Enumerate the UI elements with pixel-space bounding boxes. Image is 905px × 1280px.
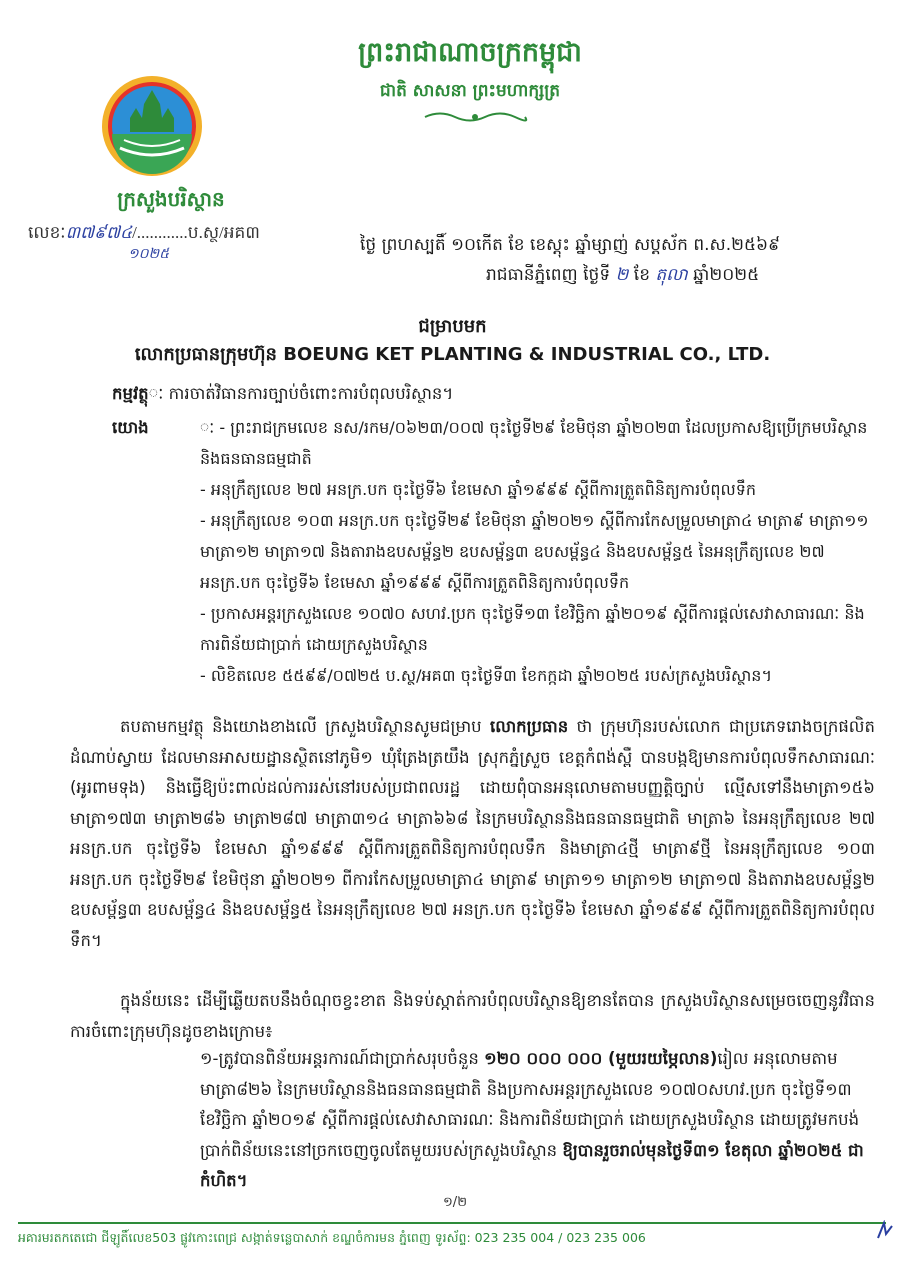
addressee: [60, 342, 845, 369]
p1-text-after: ថា ក្រុមហ៊ុនរបស់លោក ជាប្រភេទរោងចក្រផលិតដំណាប់ស្វាយ ដែលមានអាសយដ្ឋានស្ថិតនៅភូមិ១ ឃុំត្រែងត្រយឹង ស្រុកភ្នំស្រួច ខេត្តកំពង់ស្ពឺ បានបង្កឱ្យមានការបំពុលទឹកសាធារណៈ (អូរពាមទុង) និងធ្វើឱ្យប៉ះពាល់ដល់ការរស់នៅរបស់ប្រជាពលរដ្ឋ ដោយពុំបានអនុលោមតាមបញ្ញត្តិច្បាប់ ល្មើសទៅនឹងមាត្រា១៥៦ មាត្រា១៧៣ មាត្រា២៨៦ មាត្រា២៨៧ មាត្រា៣១៤ មាត្រា៦៦៨ នៃក្រមបរិស្ថាននិងធនធានធម្មជាតិ មាត្រា៦ នៃអនុក្រឹត្យលេខ ២៧ អនក្រ.បក ចុះថ្ងៃទី៦ ខែមេសា ឆ្នាំ១៩៩៩ ស្ដីពីការត្រួតពិនិត្យការបំពុលទឹក និងមាត្រា៤ថ្មី មាត្រា៩ថ្មី នៃអនុក្រឹត្យលេខ ១០៣ អនក្រ.បក ចុះថ្ងៃទី២៩ ខែមិថុនា ឆ្នាំ២០២១ ពីការកែសម្រួលមាត្រា៤ មាត្រា៩ មាត្រា១១ មាត្រា១២ មាត្រា១៧ និងតារាងឧបសម្ព័ន្ធ២ ឧបសម្ព័ន្ធ៣ ឧបសម្ព័ន្ធ៤ និងឧបសម្ព័ន្ធ៥ នៃអនុក្រឹត្យលេខ ២៧ អនក្រ.បក ចុះថ្ងៃទី៦ ខែមេសា ឆ្នាំ១៩៩៩ ស្ដីពីការត្រួតពិនិត្យការបំពុលទឹក។: [70, 717, 875, 950]
footer-divider: [18, 1222, 886, 1224]
body-paragraph-3: [200, 1044, 875, 1197]
kingdom-title: ព្រះរាជាណាចក្រកម្ពុជា: [358, 37, 582, 68]
addressee-en: BOEUNG KET PLANTING & INDUSTRIAL CO., LTD.: [283, 344, 771, 365]
reference-item: - អនុក្រឹត្យលេខ ១០៣ អនក្រ.បក ចុះថ្ងៃទី២៩ ខែមិថុនា ឆ្នាំ២០២១ ស្ដីពីការកែសម្រួលមាត្រា៤ មាត្រា៩ មាត្រា១១ មាត្រា១២ មាត្រា១៧ និងតារាងឧបសម្ព័ន្ធ២ ឧបសម្ព័ន្ធ៣ ឧបសម្ព័ន្ធ៤ និងឧបសម្ព័ន្ធ៥ នៃអនុក្រឹត្យលេខ ២៧ អនក្រ.បក ចុះថ្ងៃទី៦ ខែមេសា ឆ្នាំ១៩៩៩ ស្ដីពីការត្រួតពិនិត្យការបំពុលទឹក: [200, 511, 869, 592]
reference-item: - លិខិតលេខ ៥៥៩៩/០៧២៥ ប.ស្ថ/អគ៣ ចុះថ្ងៃទី៣ ខែកក្កដា ឆ្នាំ២០២៥ របស់ក្រសួងបរិស្ថាន។: [200, 666, 773, 685]
subject-label: កម្មវត្ថុ: [112, 384, 149, 403]
references-list: [200, 412, 875, 691]
to-label: ជម្រាបមក: [418, 316, 487, 337]
body-paragraph-1: [70, 712, 875, 956]
ministry-name: ក្រសួងបរិស្ថាន: [117, 187, 225, 211]
reference-prefix: លេខៈ: [28, 223, 66, 242]
footer-address: អគារមរតកតេជោ ជីឡូតិ៍លេខ503 ផ្លូវកោះពេជ្រ សង្កាត់ទន្លេបាសាក់ ខណ្ឌចំការមន ភ្នំពេញ ទូរស័ព្ទ: 023 235 004 / 023 235 006: [18, 1230, 646, 1245]
p1-text: តបតាមកម្មវត្ថុ និងយោងខាងលើ ក្រសួងបរិស្ថានសូមជម្រាប: [120, 717, 490, 736]
ornament-divider: [420, 108, 530, 126]
date-month: តុលា: [655, 265, 688, 285]
national-motto: ជាតិ សាសនា ព្រះមហាក្សត្រ: [379, 81, 561, 101]
deadline: ឱ្យបានរួចរាល់មុនថ្ងៃទី៣១ ខែតុលា ឆ្នាំ២០២៥ ជាកំហិត។: [200, 1140, 864, 1190]
lunar-date: ថ្ងៃ ព្រហស្បតិ៍ ១០កើត ខែ ខេស្ដុះ ឆ្នាំម្សាញ់ សប្តស័ក ព.ស.២៥៦៩: [360, 235, 781, 255]
date-place-prefix: រាជធានីភ្នំពេញ ថ្ងៃទី: [486, 265, 611, 285]
handwritten-year: ១០២៥: [128, 246, 170, 262]
p3-text: ១-ត្រូវបានពិន័យអន្តរការណ៍ជាប្រាក់សរុបចំនួន: [200, 1049, 485, 1068]
date-month-prefix: ខែ: [633, 265, 650, 285]
date-day: ២: [615, 265, 629, 285]
page-number: ១/២: [442, 1195, 468, 1210]
reference-item: ៈ - ព្រះរាជក្រមលេខ នស/រកម/០៦២៣/០០៧ ចុះថ្ងៃទី២៩ ខែមិថុនា ឆ្នាំ២០២៣ ដែលប្រកាសឱ្យប្រើក្រមបរិស្ថាននិងធនធានធម្មជាតិ: [200, 418, 868, 468]
p1-bold: លោកប្រធាន: [489, 717, 569, 736]
fine-amount: ១២០ ០០០ ០០០ (មួយរយម្ភៃលាន): [484, 1049, 718, 1068]
p3-text-mid: រៀល អនុលោមតាមមាត្រា៨២៦ នៃក្រមបរិស្ថាននិងធនធានធម្មជាតិ និងប្រកាសអន្តរក្រសួងលេខ ១០៧០សហវ.ប្រក ចុះថ្ងៃទី១៣ ខែវិច្ឆិកា ឆ្នាំ២០១៩ ស្តីពីការផ្តល់សេវាសាធារណៈ និងការពិន័យជាប្រាក់ ដោយក្រសួងបរិស្ថាន ដោយត្រូវមកបង់ប្រាក់ពិន័យនេះនៅច្រកចេញចូលតែមួយរបស់ក្រសួងបរិស្ថាន: [200, 1049, 860, 1160]
addressee-kh: លោកប្រធានក្រុមហ៊ុន: [134, 344, 277, 365]
solar-date: [486, 264, 886, 289]
subject-text: ៈ ការចាត់វិធានការច្បាប់ចំពោះការបំពុលបរិស្ថាន។: [148, 384, 454, 403]
reference-item: - ប្រកាសអន្តរក្រសួងលេខ ១០៧០ សហវ.ប្រក ចុះថ្ងៃទី១៣ ខែវិច្ឆិកា ឆ្នាំ២០១៩ ស្តីពីការផ្តល់សេវាសាធារណៈ និងការពិន័យជាប្រាក់ ដោយក្រសួងបរិស្ថាន: [200, 604, 865, 654]
body-paragraph-2: ក្នុងន័យនេះ ដើម្បីឆ្លើយតបនឹងចំណុចខ្វះខាត និងទប់ស្កាត់ការបំពុលបរិស្ថានឱ្យខានតែបាន ក្រសួងបរិស្ថានសម្រេចចេញនូវវិធានការចំពោះក្រុមហ៊ុនដូចខាងក្រោម៖: [70, 991, 875, 1041]
reference-item: - អនុក្រឹត្យលេខ ២៧ អនក្រ.បក ចុះថ្ងៃទី៦ ខែមេសា ឆ្នាំ១៩៩៩ ស្តីពីការត្រួតពិនិត្យការបំពុលទឹក: [200, 480, 757, 499]
subject: [112, 384, 872, 408]
reference-suffix: /............ប.ស្ថ/អគ៣: [132, 223, 260, 242]
handwritten-number: ៣៧៩៧៤: [65, 223, 133, 243]
initial-mark-icon: [876, 1220, 894, 1242]
ministry-logo-icon: [100, 74, 204, 178]
date-year: ឆ្នាំ២០២៥: [693, 265, 760, 285]
references-label: យោង: [112, 418, 149, 437]
